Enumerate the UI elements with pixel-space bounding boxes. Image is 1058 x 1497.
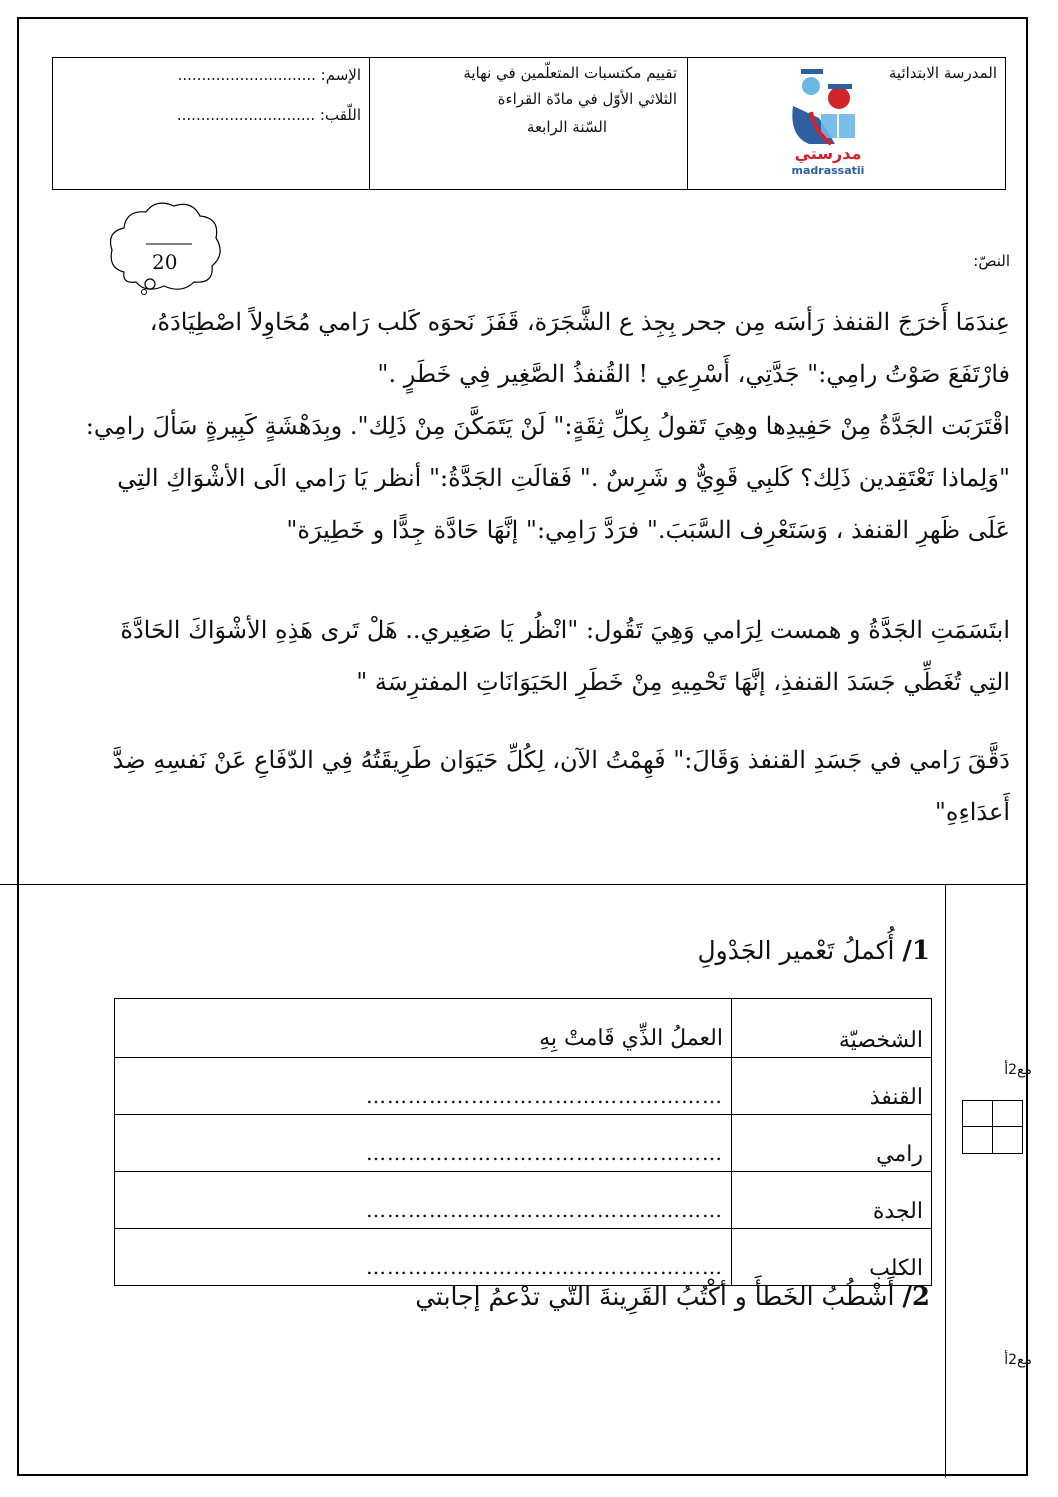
table-row — [115, 1115, 932, 1172]
table-row — [115, 1172, 932, 1229]
school-cell — [687, 58, 1005, 189]
header-table — [52, 57, 1006, 190]
passage-line: عِندَمَا أَخرَجَ القنفذ رَأسَه مِن جحر بِجِذ ع الشَّجَرَة، قَفَزَ نَحوَه كَلب رَامي مُحَاوِلاً اصْطِيَادَهُ، — [149, 308, 1010, 336]
text-label: النصّ: — [973, 252, 1010, 270]
header-action: العملُ الذِّي قَامتْ بِهِ — [115, 999, 732, 1058]
table-row — [115, 1058, 932, 1115]
section-divider — [0, 884, 1028, 885]
question-1-title — [697, 936, 930, 966]
answer-cell[interactable]: …………………………………………… — [115, 1058, 732, 1115]
question-2-number: 2/ — [902, 1282, 930, 1312]
passage-line: التِي تُغَطِّي جَسَدَ القنفذِ، إنَّهَا تَحْمِيهِ مِنْ خَطَرِ الحَيَوَانَاتِ المفترِسَة " — [356, 668, 1010, 696]
question-2-title — [415, 1282, 930, 1312]
header-character: الشخصيّة — [732, 999, 932, 1058]
student-cell — [53, 58, 369, 189]
name-field[interactable]: الإسم: ............................. — [177, 66, 361, 84]
answer-cell[interactable]: …………………………………………… — [115, 1229, 732, 1286]
logo-latin-text: madrassatii — [791, 164, 865, 177]
score-max: 20 — [152, 250, 178, 274]
score-cloud — [104, 198, 226, 298]
passage-line: "وَلِماذا تَعْتَقِدين ذَلِك؟ كَلبِي قَوِيٌّ و شَرِسٌ ." فَقالَتِ الجَدَّةُ:" أنظر يَا رَامي الَى الأشْوَاكِ التِي — [117, 464, 1010, 492]
question-1-number: 1/ — [902, 936, 930, 966]
margin-divider — [945, 885, 946, 1477]
score-boxes[interactable] — [962, 1100, 1023, 1154]
question-1-text: أُكملُ تَعْمير الجَدْولِ — [697, 936, 895, 965]
passage-line: دَقَّقَ رَامي في جَسَدِ القنفذ وَقَالَ:" فَهِمْتُ الآن، لِكُلِّ حَيَوَان طَرِيقَتُهُ فِي الدّفَاعِ عَنْ نَفسِهِ ضِدَّ — [112, 746, 1010, 774]
passage-line: ابتَسَمَتِ الجَدَّةُ و همست لِرَامي وَهِيَ تَقُول: "انْظُر يَا صَغِيري.. هَلْ تَرى هَذِهِ الأشْوَاكَ الحَادَّةَ — [120, 616, 1010, 644]
title-line-1: تقييم مكتسبات المتعلّمين في نهاية — [463, 64, 677, 82]
passage-line: فارْتَفَعَ صَوْتُ رامِي:" جَدَّتِي، أَسْرِعِي ! القُنفذُ الصَّغِير فِي خَطَرٍ ." — [377, 360, 1010, 388]
title-line-3: السّنة الرابعة — [526, 118, 607, 136]
passage-paragraph-3 — [70, 734, 1010, 838]
character-cell: الجدة — [732, 1172, 932, 1229]
passage — [70, 296, 1010, 556]
answer-cell[interactable]: …………………………………………… — [115, 1115, 732, 1172]
characters-table — [114, 998, 932, 1286]
surname-field[interactable]: اللّقب: ............................. — [176, 106, 361, 124]
logo-arabic-text: مدرستي — [794, 144, 862, 163]
character-cell: الكلب — [732, 1229, 932, 1286]
answer-cell[interactable]: …………………………………………… — [115, 1172, 732, 1229]
title-cell — [369, 58, 687, 189]
character-cell: رامي — [732, 1115, 932, 1172]
character-cell: القنفذ — [732, 1058, 932, 1115]
school-name: المدرسة الابتدائية — [888, 64, 997, 82]
passage-line: عَلَى ظَهرِ القنفذ ، وَسَتَعْرِف السَّبَبَ." فرَدَّ رَامِي:" إنَّهَا حَادَّة جِدًّا و خَطِيرَة" — [286, 516, 1010, 544]
criterion-label-1: مع2أ — [1004, 1062, 1032, 1078]
passage-line: اقْتَرَبَت الجَدَّةُ مِنْ حَفِيدِها وهِيَ تَقولُ بِكلِّ ثِقَةٍ:" لَنْ يَتَمَكَّنَ مِنْ ذَلِك". وبِدَهْشَةٍ كَبِيرةٍ سَألَ رامِي: — [85, 412, 1010, 440]
table-header-row — [115, 999, 932, 1058]
question-2-text: أَشْطُبُ الخَطأَ و أكْتُبُ القَرِينةَ التّي تدْعمُ إجابتي — [415, 1282, 895, 1311]
title-line-2: الثلاثي الأوّل في مادّة القراءة — [497, 90, 677, 108]
table-row — [115, 1229, 932, 1286]
passage-paragraph-2 — [70, 604, 1010, 708]
criterion-label-2: مع2أ — [1004, 1352, 1032, 1368]
passage-line: أَعدَاءِهِ" — [934, 798, 1010, 826]
